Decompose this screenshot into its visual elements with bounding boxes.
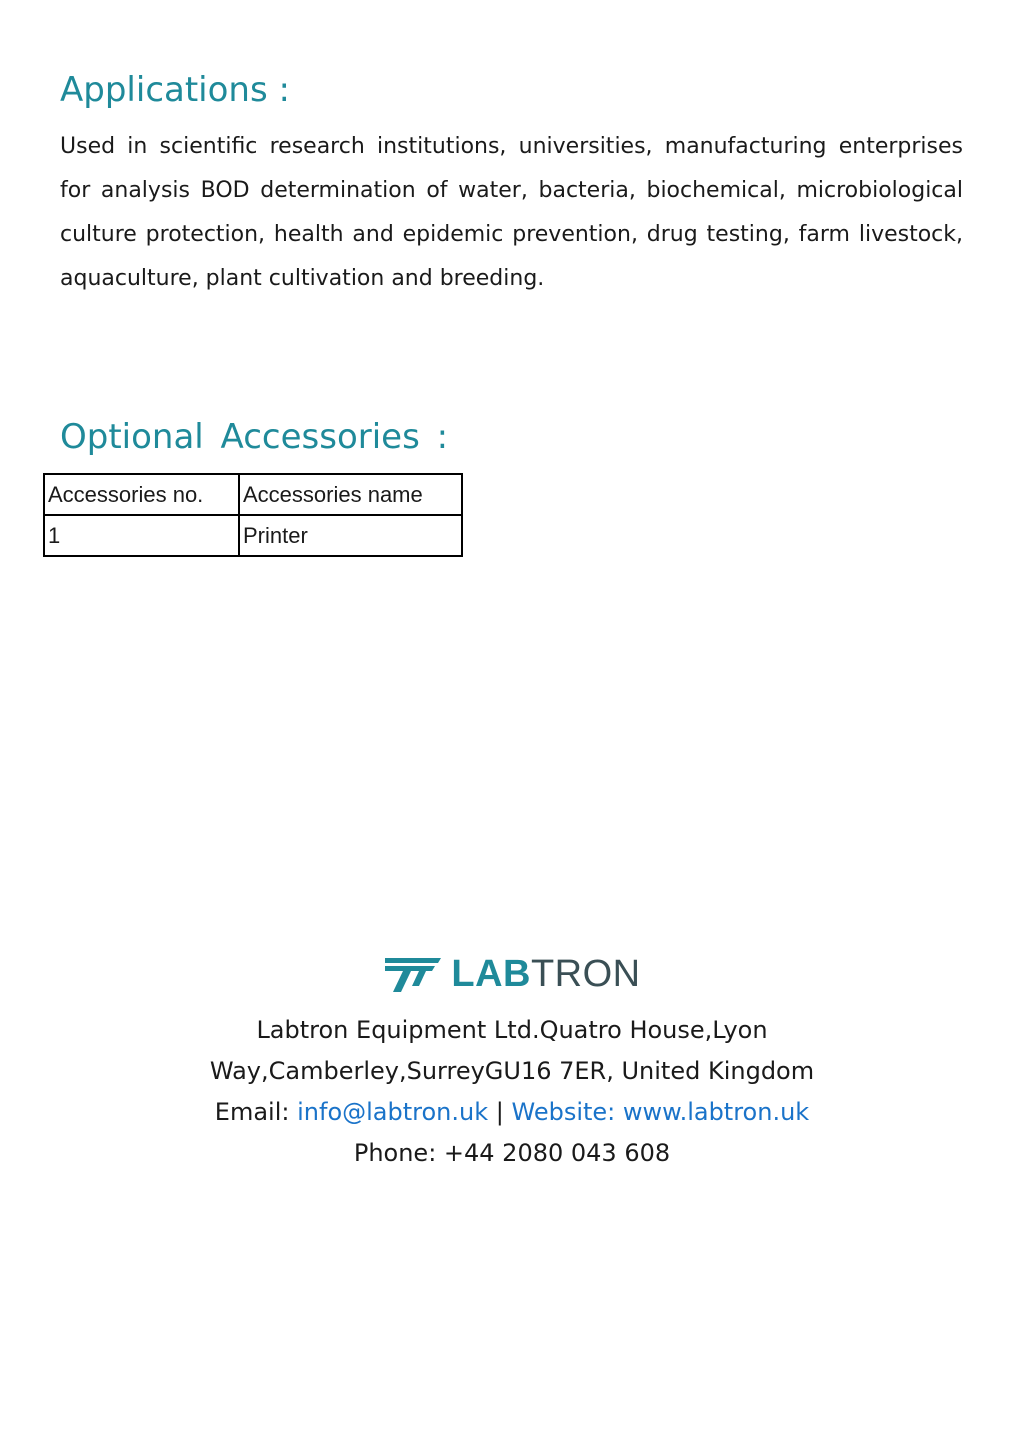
website-link[interactable]: Website: www.labtron.uk [511, 1098, 810, 1126]
company-footer [0, 950, 1024, 1174]
phone-line: Phone: +44 2080 043 608 [353, 1139, 671, 1167]
column-header-accessories-name: Accessories name [239, 474, 462, 515]
accessory-no-cell: 1 [44, 515, 239, 556]
address-line-2: Way,Camberley,SurreyGU16 7ER, United Kingdom [209, 1057, 815, 1085]
labtron-wordmark [451, 950, 640, 998]
contact-line [0, 1092, 1024, 1133]
labtron-logo [0, 950, 1024, 998]
column-header-accessories-no: Accessories no. [44, 474, 239, 515]
brand-bold-text: LAB [451, 953, 531, 995]
table-header-row [44, 474, 462, 515]
email-label: Email: [214, 1098, 290, 1126]
applications-text: Used in scientific research institutions, universities, manufacturing enterprises for analysis BOD determination of water, bacteria, biochemical, microbiological culture protection, health and epidemic prevention, drug testing, farm livestock, aquaculture, plant cultivation and breeding. [60, 134, 963, 291]
separator: | [495, 1098, 504, 1126]
applications-heading: Applications : [60, 70, 290, 110]
table-row [44, 515, 462, 556]
brand-light-text: TRON [530, 953, 641, 995]
contact-details [0, 1010, 1024, 1174]
accessory-name-cell: Printer [239, 515, 462, 556]
email-link[interactable]: info@labtron.uk [297, 1098, 489, 1126]
address-line-1: Labtron Equipment Ltd.Quatro House,Lyon [256, 1016, 768, 1044]
accessories-table [43, 473, 463, 557]
optional-accessories-heading: Optional Accessories : [60, 417, 449, 457]
labtron-logo-icon [383, 954, 445, 994]
